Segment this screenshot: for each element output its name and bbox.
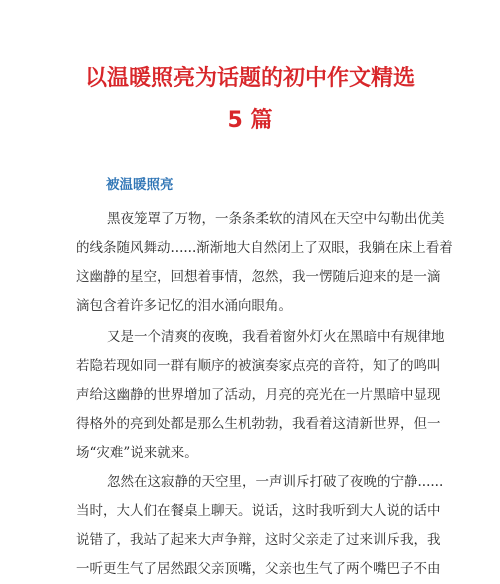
paragraph-line: 黑夜笼罩了万物，一条条柔软的清风在天空中勾勒出优美: [107, 211, 445, 227]
paragraph-line: 这幽静的星空，回想着事情，忽然，我一愣随后迎来的是一滴: [76, 269, 441, 285]
paragraph-line: 一听更生气了居然跟父亲顶嘴，父亲也生气了两个嘴巴子不由: [76, 561, 441, 577]
paragraph-3: [76, 468, 444, 584]
paragraph-line: 若隐若现如同一群有顺序的被演奏家点亮的音符，知了的鸣叫: [76, 358, 441, 374]
paragraph-line: 得格外的亮到处都是那么生机勃勃，我看着这清新世界，但一: [76, 416, 441, 432]
paragraph-1: [76, 205, 453, 321]
paragraph-2: [76, 323, 445, 468]
document-title: 以温暖照亮为话题的初中作文精选: [84, 66, 415, 91]
paragraph-line: 声给这幽静的世界增加了活动，月亮的亮光在一片黑暗中显现: [76, 387, 441, 403]
document-title-count: 5 篇: [227, 108, 273, 133]
section-heading: 被温暖照亮: [106, 177, 174, 193]
paragraph-line: 场“灾难”说来就来。: [76, 445, 198, 461]
paragraph-line: 说错了，我站了起来大声争辩，这时父亲走了过来训斥我，我: [76, 532, 441, 548]
paragraph-line: 又是一个清爽的夜晚，我看着窗外灯火在黑暗中有规律地: [107, 329, 445, 345]
paragraph-line: 的线条随风舞动......渐渐地大自然闭上了双眼，我躺在床上看着: [76, 240, 453, 256]
paragraph-line: 滴包含着许多记忆的泪水涌向眼角。: [76, 298, 292, 314]
paragraph-line: 当时，大人们在餐桌上聊天。说话，这时我听到大人说的话中: [76, 503, 441, 519]
paragraph-line: 忽然在这寂静的天空里，一声训斥打破了夜晚的宁静......: [107, 474, 444, 490]
